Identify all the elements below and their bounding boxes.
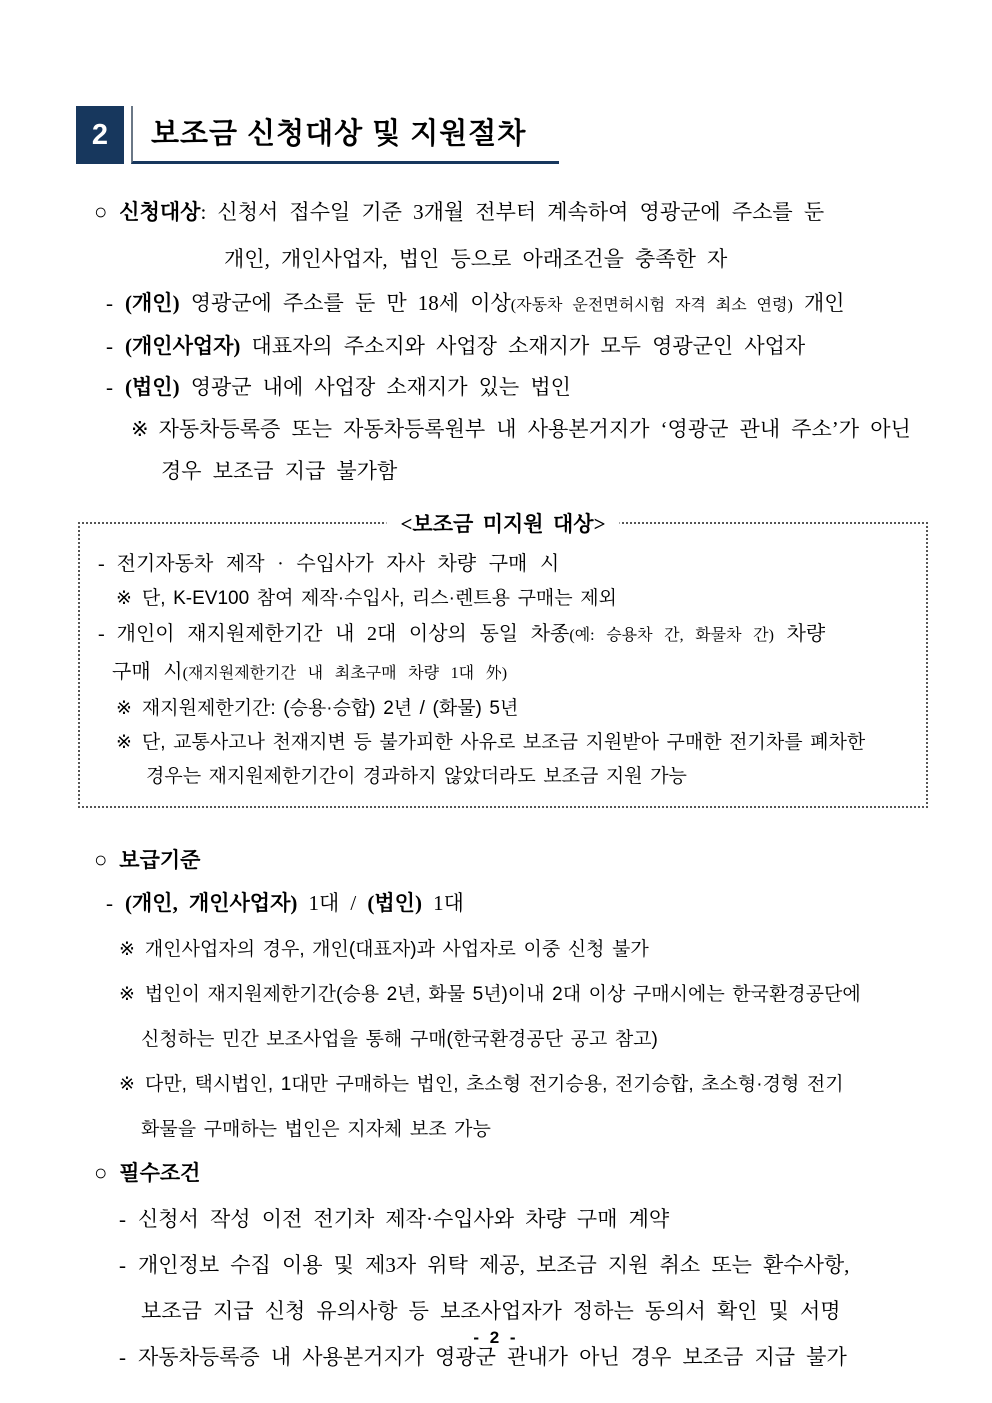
supply-standard-section bbox=[76, 838, 930, 1150]
item-tail: 차량 bbox=[773, 623, 826, 645]
requirements-title: 필수조건 bbox=[119, 1161, 201, 1185]
note-text: 개인사업자의 경우, 개인(대표자)과 사업자로 이중 신청 불가 bbox=[144, 939, 649, 960]
item-text: 자동차등록증 내 사용본거지가 영광군 관내가 아닌 경우 보조금 지급 불가 bbox=[138, 1345, 847, 1369]
reference-mark: ※ bbox=[119, 939, 135, 960]
item-text: 영광군 내에 사업장 소재지가 있는 법인 bbox=[179, 375, 571, 399]
supply-standard-heading bbox=[94, 838, 930, 882]
circle-bullet: ○ bbox=[94, 199, 108, 224]
requirements-heading bbox=[94, 1150, 930, 1196]
requirement-item bbox=[119, 1242, 930, 1288]
requirement-item-continuation: 보조금 지급 신청 유의사항 등 보조사업자가 정하는 동의서 확인 및 서명 bbox=[141, 1299, 841, 1323]
item-label: (개인, 개인사업자) bbox=[125, 891, 298, 915]
item-small-note: (재지원제한기간 내 최초구매 차량 1대 外) bbox=[182, 665, 508, 682]
page-title: 보조금 신청대상 및 지원절차 bbox=[151, 118, 527, 150]
apply-target-section bbox=[76, 188, 930, 492]
dash-bullet: - bbox=[119, 1253, 126, 1277]
exclusion-item-note-continuation: 경우는 재지원제한기간이 경과하지 않았더라도 보조금 지원 가능 bbox=[146, 766, 687, 787]
dash-bullet: - bbox=[106, 291, 113, 315]
supply-standard-item bbox=[106, 882, 930, 925]
supply-standard-title: 보급기준 bbox=[119, 848, 201, 872]
apply-target-note bbox=[76, 408, 930, 492]
dash-bullet: - bbox=[106, 334, 113, 358]
exclusion-item-note bbox=[116, 692, 916, 726]
supply-note-continuation: 화물을 구매하는 법인은 지자체 보조 가능 bbox=[141, 1119, 491, 1140]
item-tail: 개인 bbox=[792, 291, 845, 315]
supply-note-continuation: 신청하는 민간 보조사업을 통해 구매(한국환경공단 공고 참고) bbox=[141, 1029, 658, 1050]
note-text: 자동차등록증 또는 자동차등록원부 내 사용본거지가 ‘영광군 관내 주소’가 아닌 bbox=[158, 417, 911, 441]
section-title-band bbox=[131, 106, 559, 164]
dash-bullet: - bbox=[98, 623, 105, 645]
exclusion-item-text: 전기자동차 제작 · 수입사가 자사 차량 구매 시 bbox=[116, 553, 560, 575]
exclusion-item-text: 개인이 재지원제한기간 내 2대 이상의 동일 차종 bbox=[116, 623, 570, 645]
item-small-note: (예: 승용차 간, 화물차 간) bbox=[569, 627, 774, 644]
dash-bullet: - bbox=[119, 1345, 126, 1369]
note-text: 단, 교통사고나 천재지변 등 불가피한 사유로 보조금 지원받아 구매한 전기차를 폐차한 bbox=[141, 732, 866, 753]
item-text: 개인정보 수집 이용 및 제3자 위탁 제공, 보조금 지원 취소 또는 환수사항, bbox=[138, 1253, 850, 1277]
circle-bullet: ○ bbox=[94, 1160, 108, 1185]
exclusion-item bbox=[98, 546, 916, 582]
item-small-note: (자동차 운전면허시험 자격 최소 연령) bbox=[510, 297, 793, 314]
apply-target-line1: : 신청서 접수일 기준 3개월 전부터 계속하여 영광군에 주소를 둔 bbox=[200, 200, 825, 224]
reference-mark: ※ bbox=[116, 698, 132, 719]
item-label: (법인) bbox=[125, 375, 180, 399]
item-label: (법인) bbox=[367, 891, 422, 915]
exclusion-item bbox=[98, 616, 916, 654]
apply-target-label: 신청대상 bbox=[119, 200, 201, 224]
exclusion-box-title: <보조금 미지원 대상> bbox=[386, 508, 619, 538]
apply-target-items bbox=[76, 283, 930, 408]
list-item-individual bbox=[106, 283, 930, 326]
item-text: 대표자의 주소지와 사업장 소재지가 모두 영광군인 사업자 bbox=[240, 334, 806, 358]
requirement-item bbox=[119, 1196, 930, 1242]
note-text: 법인이 재지원제한기간(승용 2년, 화물 5년)이내 2대 이상 구매시에는 한국환경공단에 bbox=[144, 984, 861, 1005]
page-number: - 2 - bbox=[473, 1328, 519, 1347]
apply-target-line2: 개인, 개인사업자, 법인 등으로 아래조건을 충족한 자 bbox=[224, 247, 728, 271]
dash-bullet: - bbox=[106, 375, 113, 399]
note-text: 재지원제한기간: (승용·승합) 2년 / (화물) 5년 bbox=[141, 698, 519, 719]
note-line bbox=[131, 408, 930, 450]
dash-bullet: - bbox=[106, 891, 113, 915]
note-text: 다만, 택시법인, 1대만 구매하는 법인, 초소형 전기승용, 전기승합, 초소형·경형 전기 bbox=[144, 1074, 844, 1095]
dash-bullet: - bbox=[98, 553, 105, 575]
reference-mark: ※ bbox=[119, 984, 135, 1005]
exclusion-box bbox=[78, 512, 928, 808]
list-item-sole-proprietor bbox=[106, 326, 930, 367]
item-text: 1대 bbox=[421, 891, 464, 915]
reference-mark: ※ bbox=[116, 588, 132, 609]
section-number-badge: 2 bbox=[76, 106, 124, 164]
reference-mark: ※ bbox=[119, 1074, 135, 1095]
exclusion-item-text: 구매 시 bbox=[112, 661, 183, 683]
supply-note bbox=[119, 1065, 930, 1105]
exclusion-item-note bbox=[116, 726, 916, 760]
item-label: (개인) bbox=[125, 291, 180, 315]
item-text: 영광군에 주소를 둔 만 18세 이상 bbox=[179, 291, 511, 315]
reference-mark: ※ bbox=[131, 417, 149, 441]
section-header bbox=[76, 106, 930, 164]
apply-target-heading-line bbox=[94, 188, 930, 236]
item-label: (개인사업자) bbox=[125, 334, 241, 358]
supply-note bbox=[119, 975, 930, 1015]
supply-note bbox=[119, 930, 930, 970]
item-text: 신청서 작성 이전 전기차 제작·수입사와 차량 구매 계약 bbox=[138, 1207, 670, 1231]
dash-bullet: - bbox=[119, 1207, 126, 1231]
circle-bullet: ○ bbox=[94, 847, 108, 872]
reference-mark: ※ bbox=[116, 732, 132, 753]
note-line: 경우 보조금 지급 불가함 bbox=[161, 459, 398, 483]
item-text: 1대 / bbox=[297, 891, 368, 915]
exclusion-item-note bbox=[116, 582, 916, 616]
exclusion-item-continuation bbox=[112, 654, 916, 692]
note-text: 단, K-EV100 참여 제작·수입사, 리스·렌트용 구매는 제외 bbox=[141, 588, 617, 609]
list-item-corporation bbox=[106, 367, 930, 408]
